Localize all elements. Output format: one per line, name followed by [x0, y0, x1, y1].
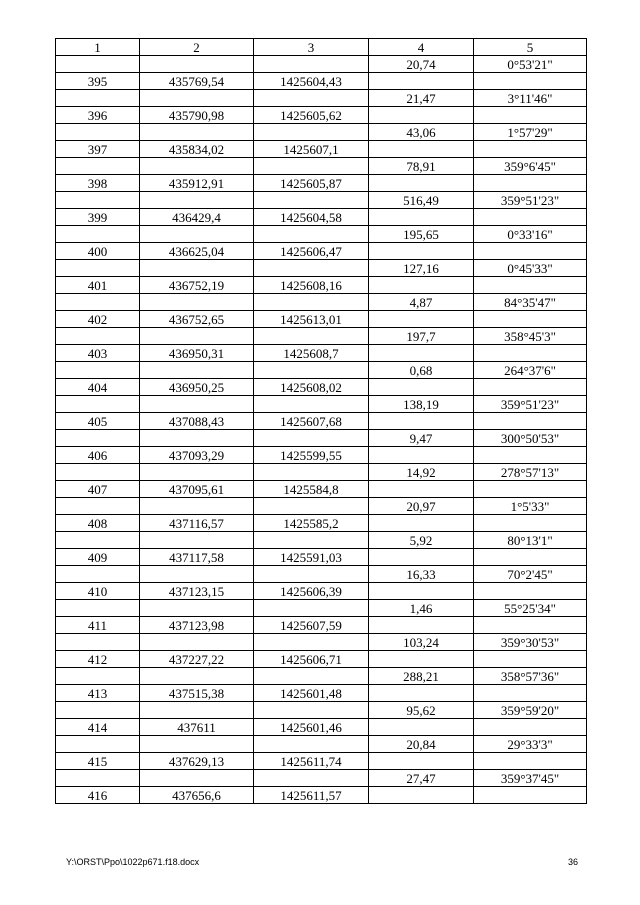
table-cell — [140, 226, 254, 243]
table-cell: 0°45'33" — [474, 260, 587, 277]
table-cell: 1425611,74 — [254, 753, 369, 770]
table-cell — [140, 362, 254, 379]
table-cell: 1425601,46 — [254, 719, 369, 736]
table-cell: 437116,57 — [140, 515, 254, 532]
table-cell: 413 — [56, 685, 140, 702]
table-cell: 55°25'34" — [474, 600, 587, 617]
table-row — [56, 141, 587, 158]
table-cell: 95,62 — [369, 702, 474, 719]
table-row — [56, 260, 587, 277]
table-cell: 436752,65 — [140, 311, 254, 328]
table-cell: 288,21 — [369, 668, 474, 685]
table-cell — [254, 532, 369, 549]
table-cell: 1425607,1 — [254, 141, 369, 158]
table-cell — [369, 685, 474, 702]
table-cell — [56, 566, 140, 583]
table-row — [56, 124, 587, 141]
table-cell: 103,24 — [369, 634, 474, 651]
header-cell-1: 1 — [56, 39, 140, 56]
table-row — [56, 396, 587, 413]
table-row — [56, 175, 587, 192]
table-cell — [140, 566, 254, 583]
table-cell: 278°57'13" — [474, 464, 587, 481]
table-row — [56, 549, 587, 566]
table-cell: 435834,02 — [140, 141, 254, 158]
table-cell — [56, 736, 140, 753]
table-cell — [56, 158, 140, 175]
table-row — [56, 192, 587, 209]
table-cell: 359°6'45" — [474, 158, 587, 175]
table-cell — [254, 158, 369, 175]
table-cell: 1425591,03 — [254, 549, 369, 566]
table-cell: 437117,58 — [140, 549, 254, 566]
table-cell: 437095,61 — [140, 481, 254, 498]
table-row — [56, 668, 587, 685]
table-cell: 29°33'3" — [474, 736, 587, 753]
table-cell — [254, 566, 369, 583]
table-cell: 396 — [56, 107, 140, 124]
table-cell — [254, 634, 369, 651]
table-cell — [474, 481, 587, 498]
table-cell — [254, 702, 369, 719]
table-cell: 5,92 — [369, 532, 474, 549]
table-cell — [474, 719, 587, 736]
table-cell — [56, 430, 140, 447]
table-cell: 0°53'21" — [474, 56, 587, 73]
table-cell — [140, 124, 254, 141]
table-cell: 436429,4 — [140, 209, 254, 226]
table-cell — [369, 719, 474, 736]
table-cell — [254, 668, 369, 685]
table-cell — [474, 379, 587, 396]
table-cell: 400 — [56, 243, 140, 260]
table-cell — [56, 56, 140, 73]
table-cell: 14,92 — [369, 464, 474, 481]
table-cell: 437123,15 — [140, 583, 254, 600]
table-cell — [474, 277, 587, 294]
table-row — [56, 651, 587, 668]
table-cell — [369, 141, 474, 158]
table-cell: 1425613,01 — [254, 311, 369, 328]
table-row — [56, 311, 587, 328]
table-row — [56, 413, 587, 430]
table-row — [56, 685, 587, 702]
table-cell: 1425604,43 — [254, 73, 369, 90]
table-cell — [254, 294, 369, 311]
table-cell: 1425607,59 — [254, 617, 369, 634]
table-cell: 0°33'16" — [474, 226, 587, 243]
table-cell — [56, 226, 140, 243]
table-cell — [140, 56, 254, 73]
table-cell — [56, 124, 140, 141]
header-cell-4: 4 — [369, 39, 474, 56]
table-cell: 410 — [56, 583, 140, 600]
table-cell — [474, 209, 587, 226]
table-header — [56, 39, 587, 56]
table-cell: 403 — [56, 345, 140, 362]
table-cell: 437093,29 — [140, 447, 254, 464]
table-cell — [369, 447, 474, 464]
table-cell: 16,33 — [369, 566, 474, 583]
table-row — [56, 56, 587, 73]
table-cell — [474, 787, 587, 804]
table-cell — [140, 770, 254, 787]
table-cell — [56, 770, 140, 787]
table-cell — [369, 175, 474, 192]
table-cell: 436752,19 — [140, 277, 254, 294]
table-cell: 1425605,62 — [254, 107, 369, 124]
table-cell — [254, 260, 369, 277]
table-cell: 1425611,57 — [254, 787, 369, 804]
table-cell — [254, 498, 369, 515]
table-cell — [474, 311, 587, 328]
table-cell — [254, 226, 369, 243]
header-cell-3: 3 — [254, 39, 369, 56]
table-cell — [369, 787, 474, 804]
table-cell: 84°35'47" — [474, 294, 587, 311]
table-row — [56, 345, 587, 362]
table-cell: 436950,31 — [140, 345, 254, 362]
table-row — [56, 430, 587, 447]
table-cell: 436625,04 — [140, 243, 254, 260]
table-row — [56, 481, 587, 498]
table-cell: 358°57'36" — [474, 668, 587, 685]
table-cell — [254, 736, 369, 753]
table-cell — [254, 430, 369, 447]
table-row — [56, 583, 587, 600]
table-cell — [369, 549, 474, 566]
table-cell — [140, 396, 254, 413]
table-row — [56, 464, 587, 481]
table-cell: 1425601,48 — [254, 685, 369, 702]
table-cell: 197,7 — [369, 328, 474, 345]
table-cell: 399 — [56, 209, 140, 226]
table-row — [56, 90, 587, 107]
table-cell — [140, 260, 254, 277]
table-cell — [474, 549, 587, 566]
table-cell: 4,87 — [369, 294, 474, 311]
table-cell — [56, 294, 140, 311]
table-cell: 359°59'20" — [474, 702, 587, 719]
table-cell: 1425608,16 — [254, 277, 369, 294]
table-cell — [369, 651, 474, 668]
table-cell — [369, 209, 474, 226]
table-cell — [369, 617, 474, 634]
table-cell: 398 — [56, 175, 140, 192]
table-cell: 437088,43 — [140, 413, 254, 430]
table-cell: 358°45'3" — [474, 328, 587, 345]
table-row — [56, 702, 587, 719]
table-cell: 405 — [56, 413, 140, 430]
table-cell: 406 — [56, 447, 140, 464]
table-cell — [369, 73, 474, 90]
table-cell — [474, 617, 587, 634]
table-cell: 20,97 — [369, 498, 474, 515]
table-cell — [474, 107, 587, 124]
table-cell — [474, 141, 587, 158]
table-cell: 516,49 — [369, 192, 474, 209]
table-cell — [140, 668, 254, 685]
footer-page-number: 36 — [567, 857, 578, 867]
table-cell: 435769,54 — [140, 73, 254, 90]
table-cell — [254, 464, 369, 481]
table-row — [56, 158, 587, 175]
table-cell: 437656,6 — [140, 787, 254, 804]
table-cell: 436950,25 — [140, 379, 254, 396]
table-cell — [56, 396, 140, 413]
table-cell: 401 — [56, 277, 140, 294]
table-cell — [56, 498, 140, 515]
header-cell-5: 5 — [474, 39, 587, 56]
table-cell — [254, 192, 369, 209]
table-row — [56, 617, 587, 634]
table-cell: 411 — [56, 617, 140, 634]
table-cell: 395 — [56, 73, 140, 90]
table-row — [56, 243, 587, 260]
table-cell — [369, 107, 474, 124]
table-cell: 414 — [56, 719, 140, 736]
table-cell — [140, 532, 254, 549]
table-row — [56, 719, 587, 736]
table-cell: 195,65 — [369, 226, 474, 243]
table-cell: 437123,98 — [140, 617, 254, 634]
table-cell: 435912,91 — [140, 175, 254, 192]
table-cell — [369, 413, 474, 430]
table-cell: 9,47 — [369, 430, 474, 447]
table-cell: 20,74 — [369, 56, 474, 73]
table-row — [56, 379, 587, 396]
table-cell: 1425607,68 — [254, 413, 369, 430]
table-cell — [56, 464, 140, 481]
table-cell: 409 — [56, 549, 140, 566]
table-cell — [140, 634, 254, 651]
table-cell: 1°57'29" — [474, 124, 587, 141]
table-cell: 407 — [56, 481, 140, 498]
table-row — [56, 736, 587, 753]
table-cell — [254, 600, 369, 617]
table-cell — [56, 90, 140, 107]
table-cell — [254, 770, 369, 787]
table-cell: 437227,22 — [140, 651, 254, 668]
table-cell: 397 — [56, 141, 140, 158]
table-cell — [56, 702, 140, 719]
table-cell — [56, 328, 140, 345]
table-cell: 1,46 — [369, 600, 474, 617]
table-cell: 359°37'45" — [474, 770, 587, 787]
header-cell-2: 2 — [140, 39, 254, 56]
table-row — [56, 277, 587, 294]
table-cell — [140, 192, 254, 209]
table-cell — [56, 362, 140, 379]
table-cell: 359°51'23" — [474, 396, 587, 413]
table-row — [56, 566, 587, 583]
table-row — [56, 498, 587, 515]
table-cell: 404 — [56, 379, 140, 396]
table-cell: 1425585,2 — [254, 515, 369, 532]
table-cell — [56, 192, 140, 209]
table-cell — [474, 753, 587, 770]
table-row — [56, 787, 587, 804]
table-cell — [369, 481, 474, 498]
table-cell: 21,47 — [369, 90, 474, 107]
table-cell: 70°2'45" — [474, 566, 587, 583]
table-cell — [56, 634, 140, 651]
table-row — [56, 600, 587, 617]
table-cell — [140, 464, 254, 481]
table-cell — [254, 90, 369, 107]
table-cell — [369, 583, 474, 600]
table-row — [56, 226, 587, 243]
table-cell: 437611 — [140, 719, 254, 736]
footer-file-path: Y:\ORST\Ppo\1022p671.f18.docx — [66, 857, 200, 867]
table-cell: 138,19 — [369, 396, 474, 413]
table-row — [56, 107, 587, 124]
table-cell — [474, 175, 587, 192]
table-cell — [140, 600, 254, 617]
table-cell: 1425606,39 — [254, 583, 369, 600]
table-cell — [369, 753, 474, 770]
table-cell: 264°37'6" — [474, 362, 587, 379]
table-cell — [369, 515, 474, 532]
table-cell: 435790,98 — [140, 107, 254, 124]
table-cell — [474, 243, 587, 260]
table-cell: 80°13'1" — [474, 532, 587, 549]
table-cell — [254, 362, 369, 379]
table-cell — [56, 600, 140, 617]
table-row — [56, 362, 587, 379]
table-cell: 1425604,58 — [254, 209, 369, 226]
table-cell — [369, 345, 474, 362]
table-cell — [474, 73, 587, 90]
table-cell: 27,47 — [369, 770, 474, 787]
table-cell: 1425599,55 — [254, 447, 369, 464]
table-cell: 78,91 — [369, 158, 474, 175]
table-cell — [474, 345, 587, 362]
table-cell: 0,68 — [369, 362, 474, 379]
table-cell: 43,06 — [369, 124, 474, 141]
table-cell: 1425608,02 — [254, 379, 369, 396]
table-cell: 402 — [56, 311, 140, 328]
table-body — [56, 56, 587, 804]
table-cell — [474, 583, 587, 600]
table-cell — [140, 736, 254, 753]
table-cell: 1425606,47 — [254, 243, 369, 260]
table-cell — [474, 447, 587, 464]
table-row — [56, 515, 587, 532]
table-cell — [140, 430, 254, 447]
table-cell — [254, 328, 369, 345]
table-cell — [140, 702, 254, 719]
table-cell: 437515,38 — [140, 685, 254, 702]
table-cell — [140, 90, 254, 107]
table-cell: 415 — [56, 753, 140, 770]
table-cell: 1425605,87 — [254, 175, 369, 192]
table-cell: 3°11'46" — [474, 90, 587, 107]
table-row — [56, 294, 587, 311]
table-cell — [56, 668, 140, 685]
table-cell: 416 — [56, 787, 140, 804]
table-cell — [140, 328, 254, 345]
table-row — [56, 770, 587, 787]
table-cell: 359°30'53" — [474, 634, 587, 651]
table-cell: 1425584,8 — [254, 481, 369, 498]
header-row — [56, 39, 587, 56]
table-cell: 437629,13 — [140, 753, 254, 770]
table-row — [56, 634, 587, 651]
table-cell: 1425608,7 — [254, 345, 369, 362]
table-cell — [56, 260, 140, 277]
table-cell — [474, 413, 587, 430]
table-cell — [369, 379, 474, 396]
table-cell: 20,84 — [369, 736, 474, 753]
table-cell — [254, 396, 369, 413]
table-row — [56, 73, 587, 90]
table-cell — [140, 498, 254, 515]
table-cell: 412 — [56, 651, 140, 668]
table-row — [56, 532, 587, 549]
table-cell: 1425606,71 — [254, 651, 369, 668]
table-cell: 408 — [56, 515, 140, 532]
table-cell — [474, 651, 587, 668]
table-cell: 1°5'33" — [474, 498, 587, 515]
table-cell — [254, 124, 369, 141]
table-cell — [474, 515, 587, 532]
table-row — [56, 209, 587, 226]
table-cell: 300°50'53" — [474, 430, 587, 447]
coordinates-table — [55, 38, 587, 804]
table-cell — [140, 294, 254, 311]
table-row — [56, 753, 587, 770]
table-cell — [474, 685, 587, 702]
table-cell: 127,16 — [369, 260, 474, 277]
table-cell: 359°51'23" — [474, 192, 587, 209]
table-cell — [140, 158, 254, 175]
table-cell — [369, 243, 474, 260]
table-row — [56, 447, 587, 464]
table-cell — [369, 311, 474, 328]
table-row — [56, 328, 587, 345]
table-cell — [56, 532, 140, 549]
table-cell — [369, 277, 474, 294]
table-cell — [254, 56, 369, 73]
